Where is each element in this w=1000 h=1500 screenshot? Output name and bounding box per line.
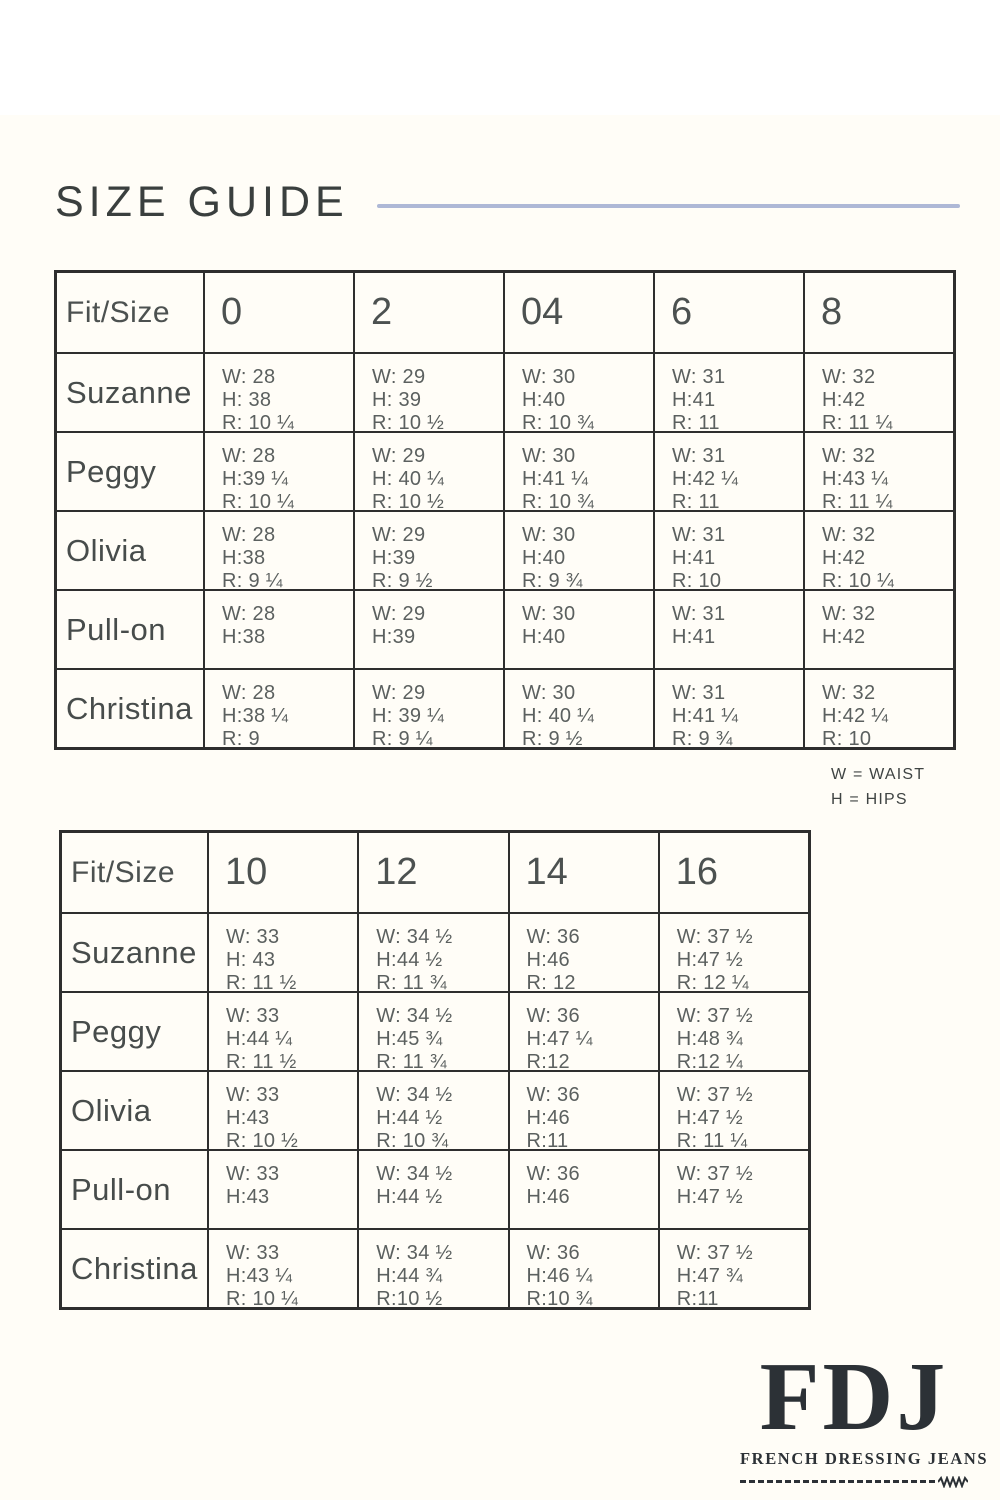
size-cell (508, 1228, 658, 1307)
size-cell (803, 431, 953, 510)
size-column-header-0: 0 (203, 273, 353, 352)
measurement-line: R: 10 ½ (372, 412, 445, 431)
measurement-line: H:39 ¼ (222, 468, 289, 490)
measurement-line: R: 10 ½ (372, 491, 445, 510)
measurement-line: H:43 (226, 1107, 270, 1129)
measurement-line: R: 9 ¾ (672, 728, 733, 747)
measurement-line: W: 31 (672, 682, 726, 704)
measurement-line: H:41 (672, 547, 716, 569)
measurement-line: H:44 ½ (376, 949, 443, 971)
fit-row-label-olivia: Olivia (62, 1070, 207, 1149)
legend-waist: W = WAIST (831, 766, 926, 783)
measurement-line: R: 10 ¼ (222, 491, 295, 510)
measurement-line: W: 32 (822, 445, 876, 467)
measurement-line: R: 10 ¼ (222, 412, 295, 431)
measurement-line: H:47 ½ (676, 1186, 744, 1208)
measurement-line: W: 36 (526, 926, 580, 948)
measurement-line: W: 37 ½ (676, 1242, 753, 1264)
measurement-line: W: 33 (226, 1242, 280, 1264)
size-cell (653, 431, 803, 510)
size-cell (653, 352, 803, 431)
measurement-line: W: 32 (822, 603, 876, 625)
measurement-line: H:42 ¼ (672, 468, 739, 490)
size-cell (207, 991, 357, 1070)
size-cell (658, 1149, 808, 1228)
size-cell (203, 589, 353, 668)
measurement-line: R: 10 (822, 728, 872, 747)
measurement-line: H:41 (672, 389, 716, 411)
measurement-line: H:40 (522, 389, 566, 411)
size-column-header-04: 04 (503, 273, 653, 352)
measurement-line: H: 39 ¼ (372, 705, 445, 727)
size-column-header-8: 8 (803, 273, 953, 352)
measurement-line: W: 28 (222, 445, 276, 467)
size-cell (357, 991, 507, 1070)
measurement-line: R:11 (676, 1288, 719, 1307)
size-cell (508, 912, 658, 991)
measurement-line: W: 37 ½ (676, 1163, 753, 1185)
measurement-line: W: 33 (226, 926, 280, 948)
fit-size-header: Fit/Size (71, 855, 176, 889)
size-cell (508, 1149, 658, 1228)
size-column-header-16: 16 (658, 833, 808, 912)
fdj-logo (740, 1343, 989, 1488)
fit-row-label-christina: Christina (62, 1228, 207, 1307)
measurement-line: H:38 ¼ (222, 705, 289, 727)
measurement-line: R: 10 ¾ (522, 412, 595, 431)
measurement-line: R: 11 (672, 491, 720, 510)
fit-row-label-pullon: Pull-on (62, 1149, 207, 1228)
measurement-line: R: 9 ¼ (222, 570, 283, 589)
size-cell (357, 1149, 507, 1228)
size-cell (658, 1070, 808, 1149)
size-cell (207, 1228, 357, 1307)
measurement-line: R: 10 ¼ (822, 570, 895, 589)
measurement-line: H:39 (372, 626, 416, 648)
measurement-line: H:44 ½ (376, 1107, 443, 1129)
measurement-legend (831, 762, 925, 812)
top-margin-strip (0, 0, 1000, 115)
measurement-line: R: 9 ¾ (522, 570, 583, 589)
size-cell (508, 991, 658, 1070)
size-cell (203, 668, 353, 747)
measurement-line: H:47 ½ (676, 949, 744, 971)
measurement-line: H: 40 ¼ (522, 705, 595, 727)
measurement-line: R: 12 ¼ (676, 972, 749, 991)
size-cell (353, 510, 503, 589)
size-cell (357, 912, 507, 991)
measurement-line: H:43 (226, 1186, 270, 1208)
measurement-line: W: 33 (226, 1163, 280, 1185)
measurement-line: H:41 ¼ (522, 468, 589, 490)
measurement-line: W: 28 (222, 603, 276, 625)
measurement-line: H:47 ¾ (676, 1265, 744, 1287)
size-column-header-10: 10 (207, 833, 357, 912)
size-cell (803, 352, 953, 431)
measurement-line: W: 29 (372, 366, 426, 388)
measurement-line: W: 30 (522, 445, 576, 467)
size-cell (803, 510, 953, 589)
measurement-line: W: 36 (526, 1084, 580, 1106)
measurement-line: H:47 ¼ (526, 1028, 593, 1050)
measurement-line: H:41 (672, 626, 716, 648)
size-cell (353, 589, 503, 668)
fdj-logo-name: FRENCH DRESSING JEANS (740, 1448, 989, 1468)
measurement-line: H:44 ½ (376, 1186, 443, 1208)
measurement-line: W: 32 (822, 366, 876, 388)
size-guide-table-small-sizes (54, 270, 956, 750)
measurement-line: R:10 ½ (376, 1288, 443, 1307)
measurement-line: R:10 ¾ (526, 1288, 593, 1307)
measurement-line: W: 30 (522, 366, 576, 388)
size-column-header-12: 12 (357, 833, 507, 912)
size-cell (207, 912, 357, 991)
size-column-header-14: 14 (508, 833, 658, 912)
measurement-line: W: 28 (222, 524, 276, 546)
measurement-line: W: 34 ½ (376, 1005, 453, 1027)
title-row (55, 178, 960, 227)
measurement-line: R: 11 ½ (226, 972, 297, 991)
measurement-line: H:42 (822, 389, 866, 411)
size-cell (207, 1149, 357, 1228)
size-cell (203, 352, 353, 431)
measurement-line: R: 10 (672, 570, 722, 589)
measurement-line: W: 31 (672, 445, 726, 467)
size-cell (503, 431, 653, 510)
size-cell (653, 589, 803, 668)
measurement-line: R: 10 ¼ (226, 1288, 299, 1307)
measurement-line: R: 11 ½ (226, 1051, 297, 1070)
measurement-line: H:42 ¼ (822, 705, 889, 727)
measurement-line: W: 29 (372, 603, 426, 625)
dashed-line (740, 1480, 935, 1483)
measurement-line: W: 33 (226, 1084, 280, 1106)
measurement-line: R: 9 ½ (372, 570, 433, 589)
size-cell (503, 668, 653, 747)
measurement-line: H:46 (526, 949, 570, 971)
legend-hips: H = HIPS (831, 791, 908, 808)
measurement-line: W: 33 (226, 1005, 280, 1027)
measurement-line: W: 37 ½ (676, 1084, 753, 1106)
size-cell (658, 1228, 808, 1307)
fit-size-header: Fit/Size (66, 295, 171, 329)
measurement-line: R: 11 ¼ (676, 1130, 748, 1149)
measurement-line: W: 31 (672, 603, 726, 625)
fit-row-label-olivia: Olivia (57, 510, 203, 589)
measurement-line: W: 32 (822, 524, 876, 546)
measurement-line: H: 40 ¼ (372, 468, 445, 490)
measurement-line: H:44 ¼ (226, 1028, 293, 1050)
measurement-line: W: 36 (526, 1242, 580, 1264)
measurement-line: W: 29 (372, 445, 426, 467)
fit-row-label-suzanne: Suzanne (62, 912, 207, 991)
measurement-line: H:46 (526, 1107, 570, 1129)
measurement-line: W: 28 (222, 682, 276, 704)
measurement-line: H:45 ¾ (376, 1028, 443, 1050)
measurement-line: W: 30 (522, 682, 576, 704)
size-cell (353, 352, 503, 431)
size-cell (658, 912, 808, 991)
size-cell (503, 510, 653, 589)
measurement-line: R: 12 (526, 972, 576, 991)
measurement-line: W: 34 ½ (376, 1163, 453, 1185)
measurement-line: H:43 ¼ (226, 1265, 293, 1287)
size-guide-table-large-sizes (59, 830, 811, 1310)
measurement-line: R: 11 ¾ (376, 1051, 447, 1070)
measurement-line: H:46 ¼ (526, 1265, 593, 1287)
size-cell (503, 589, 653, 668)
measurement-line: R:11 (526, 1130, 569, 1149)
page-title: SIZE GUIDE (55, 178, 349, 226)
stitch-zigzag-icon (938, 1476, 968, 1488)
measurement-line: W: 32 (822, 682, 876, 704)
size-cell (353, 668, 503, 747)
measurement-line: H:38 (222, 626, 266, 648)
size-cell (803, 668, 953, 747)
fdj-logo-initials: FDJ (759, 1343, 949, 1451)
logo-stitch-line (740, 1476, 968, 1488)
size-cell (653, 510, 803, 589)
measurement-line: W: 36 (526, 1005, 580, 1027)
size-cell (203, 431, 353, 510)
fit-row-label-peggy: Peggy (57, 431, 203, 510)
measurement-line: H:47 ½ (676, 1107, 744, 1129)
measurement-line: R: 9 (222, 728, 260, 747)
measurement-line: H:46 (526, 1186, 570, 1208)
size-column-header-6: 6 (653, 273, 803, 352)
size-cell (207, 1070, 357, 1149)
measurement-line: W: 34 ½ (376, 1242, 453, 1264)
measurement-line: W: 34 ½ (376, 1084, 453, 1106)
size-cell (357, 1228, 507, 1307)
measurement-line: W: 34 ½ (376, 926, 453, 948)
measurement-line: H:44 ¾ (376, 1265, 443, 1287)
fit-row-label-pullon: Pull-on (57, 589, 203, 668)
measurement-line: R: 10 ¾ (376, 1130, 449, 1149)
measurement-line: W: 29 (372, 682, 426, 704)
measurement-line: H:43 ¼ (822, 468, 889, 490)
measurement-line: R:12 ¼ (676, 1051, 744, 1070)
measurement-line: H:42 (822, 626, 866, 648)
measurement-line: R: 11 ¼ (822, 491, 893, 510)
measurement-line: W: 30 (522, 524, 576, 546)
measurement-line: W: 37 ½ (676, 926, 753, 948)
measurement-line: R: 9 ¼ (372, 728, 433, 747)
measurement-line: H:48 ¾ (676, 1028, 744, 1050)
fit-row-label-peggy: Peggy (62, 991, 207, 1070)
measurement-line: W: 37 ½ (676, 1005, 753, 1027)
measurement-line: H: 39 (372, 389, 422, 411)
measurement-line: R: 10 ½ (226, 1130, 299, 1149)
measurement-line: W: 36 (526, 1163, 580, 1185)
size-column-header-2: 2 (353, 273, 503, 352)
measurement-line: H:42 (822, 547, 866, 569)
measurement-line: H: 38 (222, 389, 272, 411)
measurement-line: H:40 (522, 547, 566, 569)
measurement-line: W: 29 (372, 524, 426, 546)
measurement-line: R: 9 ½ (522, 728, 583, 747)
measurement-line: H:39 (372, 547, 416, 569)
measurement-line: R: 11 (672, 412, 720, 431)
measurement-line: W: 30 (522, 603, 576, 625)
measurement-line: H:40 (522, 626, 566, 648)
fit-row-label-suzanne: Suzanne (57, 352, 203, 431)
size-cell (503, 352, 653, 431)
fit-row-label-christina: Christina (57, 668, 203, 747)
size-cell (508, 1070, 658, 1149)
measurement-line: W: 31 (672, 524, 726, 546)
measurement-line: R: 11 ¼ (822, 412, 893, 431)
measurement-line: H: 43 (226, 949, 276, 971)
measurement-line: W: 28 (222, 366, 276, 388)
size-cell (653, 668, 803, 747)
title-accent-line (377, 204, 960, 208)
measurement-line: R:12 (526, 1051, 570, 1070)
size-cell (357, 1070, 507, 1149)
size-cell (658, 991, 808, 1070)
measurement-line: R: 10 ¾ (522, 491, 595, 510)
measurement-line: H:41 ¼ (672, 705, 739, 727)
size-cell (353, 431, 503, 510)
size-cell (803, 589, 953, 668)
size-cell (203, 510, 353, 589)
measurement-line: H:38 (222, 547, 266, 569)
measurement-line: R: 11 ¾ (376, 972, 447, 991)
measurement-line: W: 31 (672, 366, 726, 388)
